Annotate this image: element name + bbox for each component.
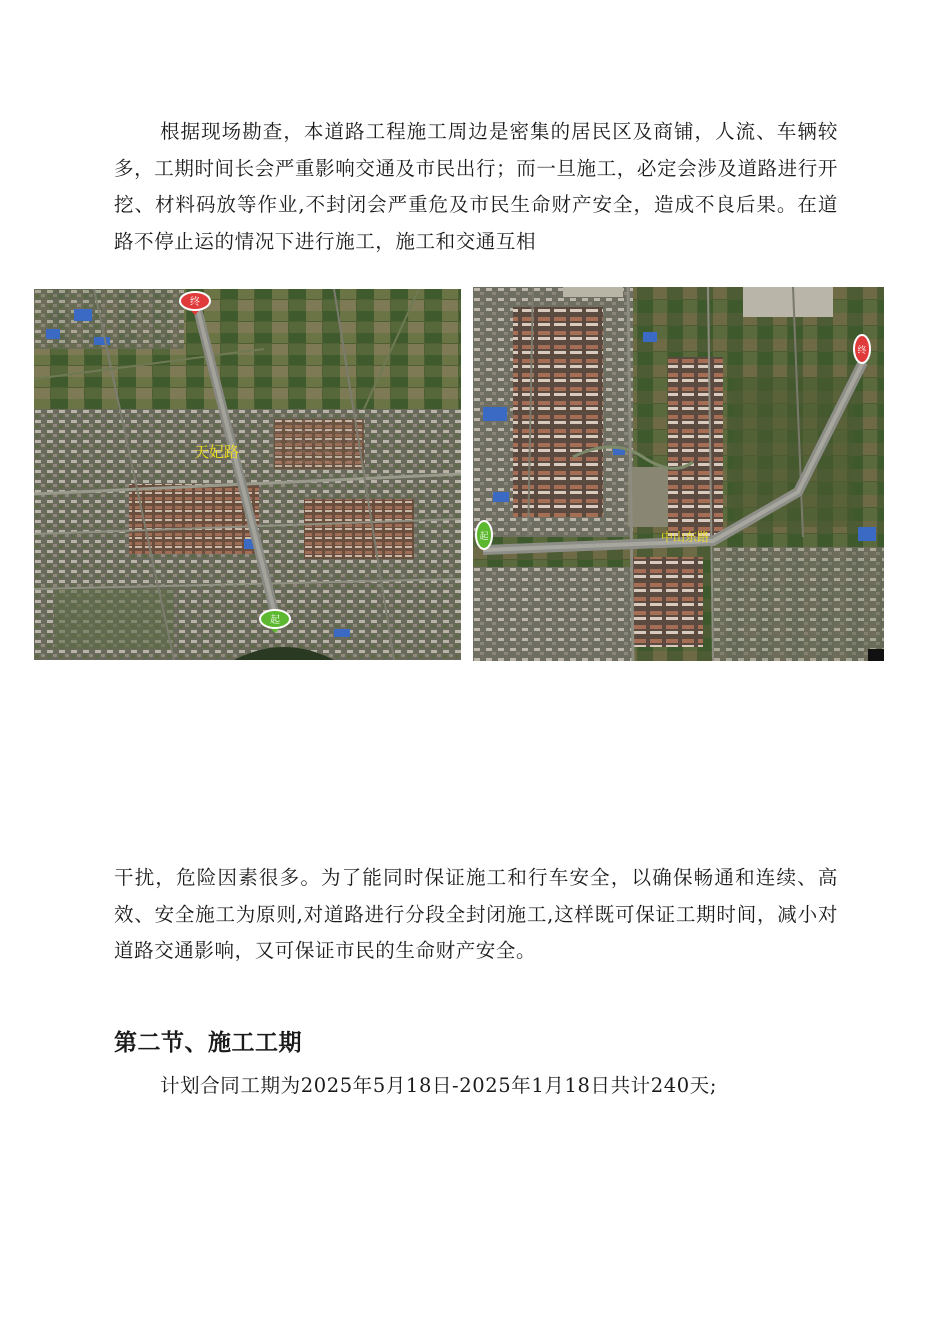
satellite-map-left [34,289,461,660]
road-label-right: 中山东路 [661,530,710,544]
start-marker-right [476,521,492,549]
end-marker-right [854,335,870,363]
svg-text:终: 终 [857,346,867,356]
schedule-paragraph: 计划合同工期为2025年5月18日-2025年1月18日共计240天; [160,1074,718,1097]
svg-text:起: 起 [270,615,280,626]
continuation-paragraph: 干扰，危险因素很多。为了能同时保证施工和行车安全，以确保畅通和连续、高效、安全施工为原则,对道路进行分段全封闭施工,这样既可保证工期时间，减小对道路交通影响，又可保证市民的生命财产安全。 [114,866,838,962]
road-label-left: 天妃路 [194,443,240,461]
svg-text:起: 起 [479,532,489,542]
section-heading: 第二节、施工工期 [114,1030,302,1056]
svg-text:终: 终 [190,297,200,308]
intro-paragraph: 根据现场勘查，本道路工程施工周边是密集的居民区及商铺，人流、车辆较多，工期时间长会严重影响交通及市民出行；而一旦施工，必定会涉及道路进行开挖、材料码放等作业,不封闭会严重危及市民生命财产安全，造成不良后果。在道路不停止运的情况下进行施工，施工和交通互相 [114,120,838,253]
satellite-map-right [473,287,884,661]
